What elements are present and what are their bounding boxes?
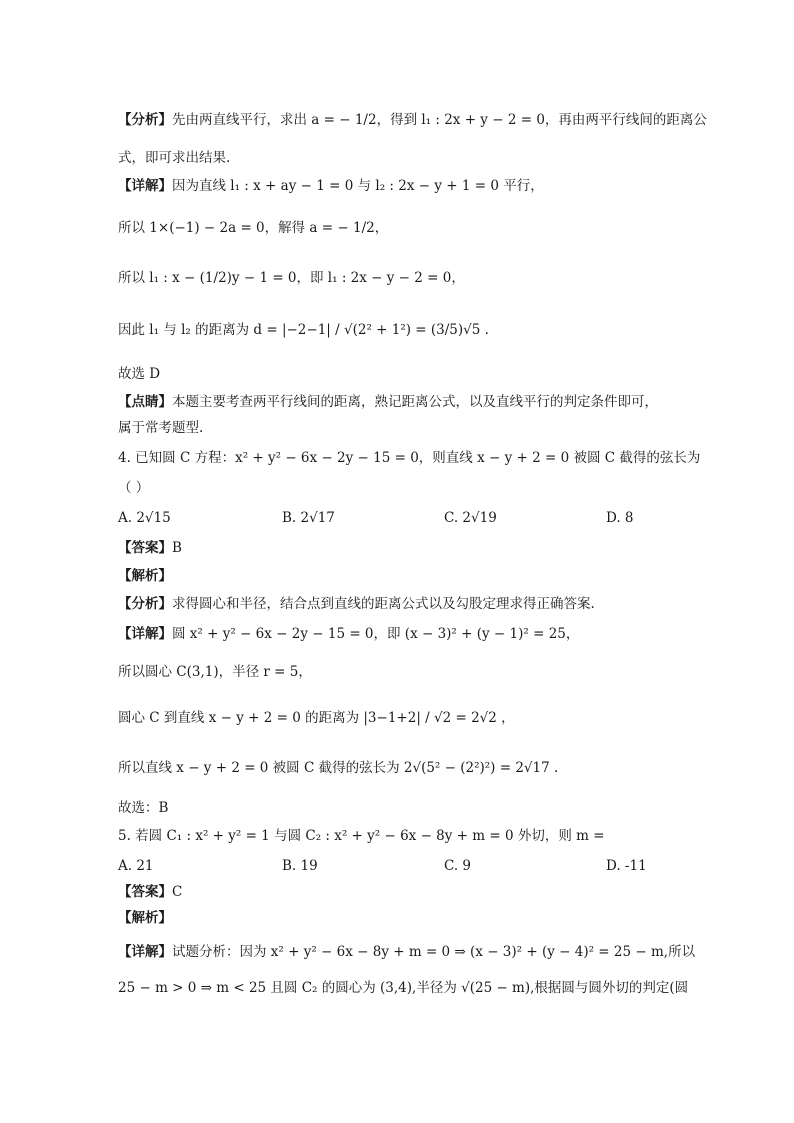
section-tag: 【详解】 [118, 944, 172, 960]
line-text: 求得圆心和半径，结合点到直线的距离公式以及勾股定理求得正确答案. [172, 596, 595, 612]
section-tag: 【分析】 [118, 596, 172, 612]
answer-choice: D. -11 [606, 858, 647, 874]
line-text: 试题分析：因为 x² + y² − 6x − 8y + m = 0 ⇒ (x − 3)² + (y − 4)² = 25 − m,所以 [172, 944, 696, 960]
text-line [118, 908, 688, 928]
line-text: 所以直线 x − y + 2 = 0 被圆 C 截得的弦长为 2√(5² − (2²)²) = 2√17 . [118, 760, 559, 776]
text-line [118, 448, 701, 468]
text-line [118, 392, 688, 412]
text-line [118, 566, 688, 586]
text-line [118, 882, 688, 902]
line-text: 所以 1×(−1) − 2a = 0，解得 a = − 1/2， [118, 220, 389, 236]
text-line [118, 176, 688, 196]
line-text: 因此 l₁ 与 l₂ 的距离为 d = |−2−1| / √(2² + 1²) = (3/5)√5 . [118, 322, 489, 338]
line-text: 故选 D [118, 366, 161, 382]
line-text: 所以 l₁ : x − (1/2)y − 1 = 0，即 l₁ : 2x − y − 2 = 0， [118, 270, 465, 286]
text-line [118, 978, 688, 998]
answer-choice: B. 2√17 [282, 510, 335, 526]
text-line [118, 708, 688, 728]
text-line [118, 320, 688, 340]
text-line [118, 942, 696, 962]
line-text: 4. 已知圆 C 方程：x² + y² − 6x − 2y − 15 = 0，则直线 x − y + 2 = 0 被圆 C 截得的弦长为 [118, 450, 701, 466]
line-text: 式，即可求出结果. [118, 150, 231, 166]
line-text: （ ） [118, 480, 150, 496]
text-line [118, 662, 688, 682]
line-text: 圆心 C 到直线 x − y + 2 = 0 的距离为 |3−1+2| / √2 = 2√2 ， [118, 710, 515, 726]
section-tag: 【解析】 [118, 910, 172, 926]
answer-choice: B. 19 [282, 858, 318, 874]
section-tag: 【分析】 [118, 112, 172, 128]
section-tag: 【答案】 [118, 540, 172, 556]
text-line [118, 538, 688, 558]
line-text: B [172, 540, 182, 556]
answer-choice: C. 9 [444, 858, 472, 874]
line-text: 圆 x² + y² − 6x − 2y − 15 = 0，即 (x − 3)² + (y − 1)² = 25， [172, 626, 580, 642]
text-line [118, 218, 688, 238]
line-text: 25 − m > 0 ⇒ m < 25 且圆 C₂ 的圆心为 (3,4),半径为 √(25 − m),根据圆与圆外切的判定(圆 [118, 980, 689, 996]
text-line [118, 268, 688, 288]
text-line [118, 594, 688, 614]
section-tag: 【点睛】 [118, 394, 172, 410]
line-text: 因为直线 l₁ : x + ay − 1 = 0 与 l₂ : 2x − y + 1 = 0 平行， [172, 178, 544, 194]
text-line [118, 364, 688, 384]
line-text: 先由两直线平行，求出 a = − 1/2，得到 l₁ : 2x + y − 2 = 0，再由两平行线间的距离公 [172, 112, 707, 128]
section-tag: 【详解】 [118, 626, 172, 642]
answer-choice: A. 21 [118, 858, 154, 874]
section-tag: 【详解】 [118, 178, 172, 194]
answer-choice: D. 8 [606, 510, 634, 526]
line-text: 所以圆心 C(3,1)，半径 r = 5， [118, 664, 312, 680]
text-line [118, 758, 688, 778]
line-text: 5. 若圆 C₁ : x² + y² = 1 与圆 C₂ : x² + y² − 6x − 8y + m = 0 外切，则 m = [118, 828, 605, 844]
line-text: 本题主要考查两平行线间的距离，熟记距离公式，以及直线平行的判定条件即可， [172, 394, 658, 410]
text-line [118, 798, 688, 818]
answer-choice: A. 2√15 [118, 510, 171, 526]
section-tag: 【答案】 [118, 884, 172, 900]
answer-choice: C. 2√19 [444, 510, 497, 526]
text-line [118, 148, 688, 168]
text-line [118, 110, 707, 130]
text-line [118, 418, 688, 438]
line-text: 故选：B [118, 800, 169, 816]
section-tag: 【解析】 [118, 568, 172, 584]
line-text: 属于常考题型. [118, 420, 204, 436]
text-line [118, 624, 688, 644]
line-text: C [172, 884, 183, 900]
text-line [118, 478, 688, 498]
text-line [118, 826, 688, 846]
